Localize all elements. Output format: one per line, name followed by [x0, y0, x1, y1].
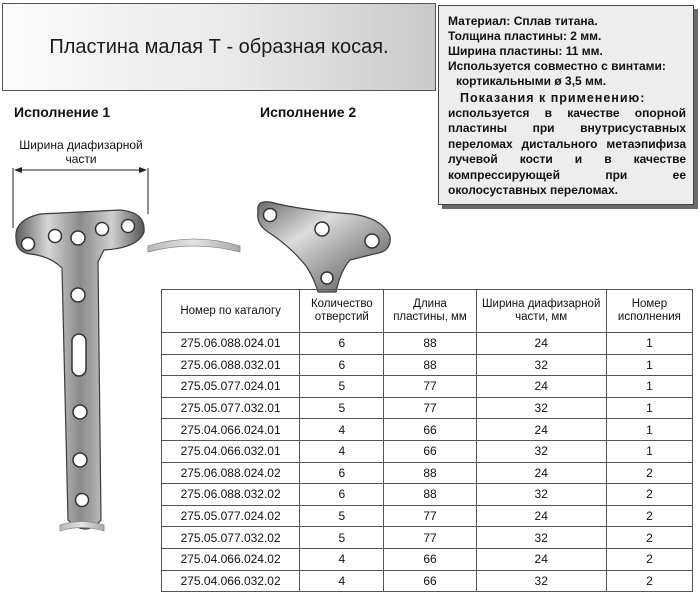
hole-count-cell: 6	[300, 484, 384, 506]
table-row	[162, 548, 693, 570]
version-cell: 2	[606, 505, 692, 527]
table-row	[162, 462, 693, 484]
version-cell: 2	[606, 462, 692, 484]
table-row	[162, 570, 693, 592]
length-cell: 66	[384, 570, 476, 592]
plate-version-2	[258, 202, 390, 292]
version-cell: 1	[606, 440, 692, 462]
length-cell: 66	[384, 548, 476, 570]
header-plate-length: Длина пластины, мм	[384, 290, 476, 333]
catalog-number-cell: 275.06.088.032.02	[162, 484, 300, 506]
spec-screws: Используется совместно с винтами:	[448, 59, 666, 73]
spec-material: Материал: Сплав титана.	[448, 14, 598, 28]
header-version-number: Номер исполнения	[606, 290, 692, 333]
catalog-number-cell: 275.05.077.024.01	[162, 376, 300, 398]
catalog-table	[161, 289, 693, 592]
hole-count-cell: 5	[300, 505, 384, 527]
version-cell: 1	[606, 333, 692, 355]
version-cell: 2	[606, 570, 692, 592]
width-cell: 24	[476, 462, 606, 484]
catalog-number-cell: 275.06.088.032.01	[162, 354, 300, 376]
table-row	[162, 484, 693, 506]
plate-edge-profile	[148, 239, 240, 252]
hole-count-cell: 4	[300, 548, 384, 570]
width-cell: 32	[476, 484, 606, 506]
version-1-label: Исполнение 1	[14, 104, 111, 120]
indications-line: переломах дистального метаэпифиза	[448, 136, 686, 151]
diaphysis-width-label: Ширина диафизарной части	[19, 138, 143, 166]
hole-count-cell: 4	[300, 570, 384, 592]
hole-count-cell: 6	[300, 354, 384, 376]
length-cell: 66	[384, 440, 476, 462]
plate-version-1	[16, 210, 144, 529]
catalog-number-cell: 275.05.077.032.02	[162, 527, 300, 549]
length-cell: 88	[384, 484, 476, 506]
table-row	[162, 419, 693, 441]
indications-line: лучевой кости и в качестве	[448, 152, 686, 167]
spec-width: Ширина пластины: 11 мм.	[448, 44, 603, 58]
length-cell: 88	[384, 333, 476, 355]
width-cell: 24	[476, 376, 606, 398]
width-cell: 24	[476, 505, 606, 527]
version-cell: 2	[606, 527, 692, 549]
hole-count-cell: 5	[300, 376, 384, 398]
version-cell: 2	[606, 548, 692, 570]
spec-thickness: Толщина пластины: 2 мм.	[448, 29, 602, 43]
width-cell: 32	[476, 397, 606, 419]
table-row	[162, 354, 693, 376]
length-cell: 88	[384, 462, 476, 484]
table-row	[162, 397, 693, 419]
version-cell: 2	[606, 484, 692, 506]
width-cell: 32	[476, 440, 606, 462]
page-title: Пластина малая Т - образная косая.	[49, 35, 389, 58]
hole-count-cell: 6	[300, 333, 384, 355]
catalog-number-cell: 275.04.066.032.01	[162, 440, 300, 462]
table-row	[162, 333, 693, 355]
plate-edge-profile	[60, 522, 104, 532]
width-cell: 32	[476, 354, 606, 376]
spec-screws-detail: кортикальными ø 3,5 мм.	[456, 74, 607, 88]
catalog-number-cell: 275.05.077.024.02	[162, 505, 300, 527]
width-cell: 32	[476, 570, 606, 592]
catalog-number-cell: 275.04.066.032.02	[162, 570, 300, 592]
hole-count-cell: 5	[300, 397, 384, 419]
header-diaphysis-width: Ширина диафизарной части, мм	[476, 290, 606, 333]
table-row	[162, 440, 693, 462]
width-cell: 24	[476, 333, 606, 355]
catalog-number-cell: 275.06.088.024.02	[162, 462, 300, 484]
length-cell: 77	[384, 397, 476, 419]
hole-count-cell: 5	[300, 527, 384, 549]
table-header-row	[162, 290, 693, 333]
width-cell: 24	[476, 419, 606, 441]
header-hole-count: Количество отверстий	[300, 290, 384, 333]
width-cell: 32	[476, 527, 606, 549]
length-cell: 77	[384, 527, 476, 549]
hole-count-cell: 4	[300, 440, 384, 462]
version-cell: 1	[606, 354, 692, 376]
table-row	[162, 376, 693, 398]
indications-line: используется в качестве опорной	[448, 106, 686, 120]
length-cell: 77	[384, 505, 476, 527]
header-catalog-number: Номер по каталогу	[162, 290, 300, 333]
hole-count-cell: 6	[300, 462, 384, 484]
catalog-number-cell: 275.06.088.024.01	[162, 333, 300, 355]
version-cell: 1	[606, 419, 692, 441]
table-row	[162, 527, 693, 549]
indications-line: компрессирующей при ее	[448, 167, 686, 182]
length-cell: 88	[384, 354, 476, 376]
hole-count-cell: 4	[300, 419, 384, 441]
version-cell: 1	[606, 397, 692, 419]
catalog-number-cell: 275.05.077.032.01	[162, 397, 300, 419]
indications-line: околосуставных переломах.	[448, 183, 618, 198]
version-cell: 1	[606, 376, 692, 398]
indications-line: пластины при внутрисуставных	[448, 121, 686, 136]
catalog-number-cell: 275.04.066.024.02	[162, 548, 300, 570]
length-cell: 77	[384, 376, 476, 398]
version-2-label: Исполнение 2	[260, 104, 357, 120]
width-cell: 24	[476, 548, 606, 570]
length-cell: 66	[384, 419, 476, 441]
indications-heading: Показания к применению:	[460, 91, 646, 105]
table-row	[162, 505, 693, 527]
catalog-number-cell: 275.04.066.024.01	[162, 419, 300, 441]
